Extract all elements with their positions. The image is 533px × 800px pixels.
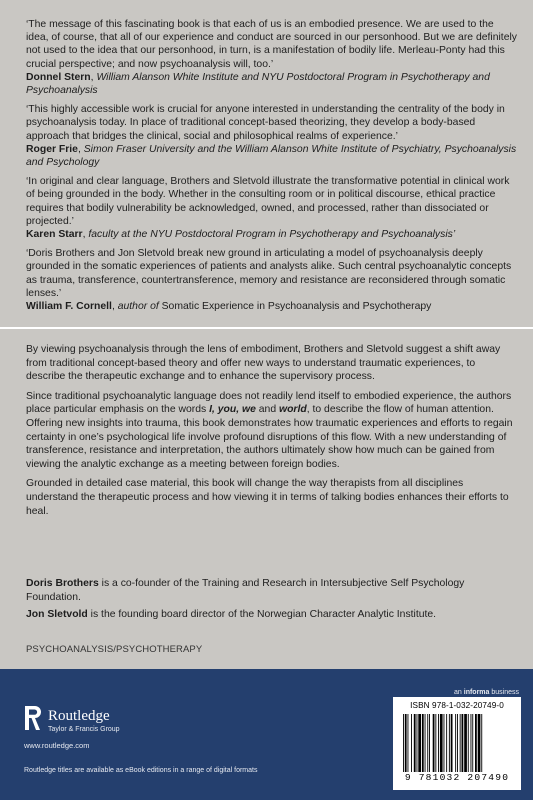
endorsement-cornell	[26, 247, 518, 313]
endorsement-quote: ‘Doris Brothers and Jon Sletvold break new ground in articulating a model of psychoanalysis deeply grounded in the somatic experiences of patients and analysts alike. Such central psychoanalytic concepts as trauma, transference, countertransference, memory and resistance are reconsidered through somatic lenses.’	[26, 248, 512, 299]
endorser-affiliation: William Alanson White Institute and NYU Postdoctoral Program in Psychotherapy and Psychoanalysis	[26, 71, 490, 97]
barcode-bar	[468, 714, 469, 772]
barcode-bar	[427, 714, 428, 772]
book-description	[26, 343, 516, 524]
emphasis-word-world: world	[279, 404, 307, 416]
endorser-name: Roger Frie	[26, 143, 78, 155]
isbn-barcode-block	[393, 697, 521, 790]
barcode-bar	[471, 714, 472, 772]
endorsement-attribution: Karen Starr, faculty at the NYU Postdoctoral Program in Psychotherapy and Psychoanalysis’	[26, 229, 456, 241]
endorsements	[26, 18, 518, 319]
publisher-subtitle: Taylor & Francis Group	[48, 726, 120, 733]
barcode-bar	[460, 714, 461, 772]
author-name: Doris Brothers	[26, 578, 99, 589]
endorser-name: Karen Starr	[26, 229, 83, 241]
author-bio	[26, 577, 516, 605]
barcode-bar	[451, 714, 453, 772]
barcode-bar	[457, 714, 458, 772]
endorsement-quote: ‘This highly accessible work is crucial for anyone interested in understanding the centrality of the body in psychoanalysis today. In place of traditional concept-based theorizing, they develop a body-based approach that bridges the clinical, social and philosophical realms of experience.’	[26, 104, 505, 142]
barcode-bar	[478, 714, 481, 772]
endorser-book-title: Somatic Experience in Psychoanalysis and Psychotherapy	[161, 301, 432, 313]
barcode-bar	[418, 714, 421, 772]
informa-brand: informa	[463, 689, 490, 696]
barcode-digits: 9 781032 207490	[404, 772, 510, 783]
barcode-bar	[481, 714, 482, 772]
endorser-affiliation: Simon Fraser University and the William Alanson White Institute of Psychiatry, Psychoanalysis and Psychology	[26, 143, 517, 169]
endorser-name: Donnel Stern	[26, 71, 91, 83]
publisher-footer	[0, 669, 533, 800]
barcode-bar	[422, 714, 424, 772]
barcode-bar	[472, 714, 473, 772]
barcode-bar	[433, 714, 435, 772]
barcode-bar	[417, 714, 418, 772]
author-bio	[26, 608, 516, 622]
publisher-website: www.routledge.com	[24, 741, 90, 750]
informa-suffix: business	[489, 689, 519, 696]
ebook-note: Routledge titles are available as eBook editions in a range of digital formats	[24, 767, 258, 774]
endorser-name: William F. Cornell	[26, 301, 112, 313]
author-name: Jon Sletvold	[26, 609, 88, 620]
barcode-bar	[408, 714, 409, 772]
barcode-bar	[462, 714, 464, 772]
description-text: and	[255, 404, 279, 416]
author-bios	[26, 577, 516, 625]
author-bio-text: is the founding board director of the Norwegian Character Analytic Institute.	[87, 609, 437, 620]
barcode-icon	[401, 714, 513, 772]
endorsement-quote: ‘The message of this fascinating book is that each of us is an embodied presence. We are used to the idea, of course, that all of our experience and conduct are sourced in our personhood. But we are definitely not used to the idea that our personhood, in turn, is a manifestation of bodily life. Merleau-Ponty had this crucial perspective; and now psychoanalysis will, too.’	[26, 19, 517, 70]
endorsement-attribution: Roger Frie, Simon Fraser University and the William Alanson White Institute of Psychiatry, Psychoanalysis and Psychology	[26, 143, 517, 169]
divider	[0, 327, 533, 329]
description-text: , to describe the flow of human attention. Offering new insights into trauma, this book demonstrates how traumatic experiences and efforts to regain certainty in one’s psychological life involve profound disruptions of this flow. With a new understanding of transference, resistance and interpretation, the authors ultimately show how much can be gained from viewing the analytic exchange as a meeting between foreign bodies.	[26, 404, 513, 470]
publisher-name: Routledge	[48, 708, 110, 724]
endorser-affiliation: faculty at the NYU Postdoctoral Program in Psychotherapy and Psychoanalysis’	[88, 229, 456, 241]
barcode-bar	[414, 714, 416, 772]
barcode-bar	[438, 714, 439, 772]
endorsement-frie	[26, 103, 518, 169]
endorsement-attribution: William F. Cornell, author of Somatic Experience in Psychoanalysis and Psychotherapy	[26, 301, 432, 313]
routledge-logo-icon	[24, 705, 42, 731]
barcode-bar	[444, 714, 445, 772]
emphasis-words: I, you, we	[209, 404, 256, 416]
barcode-bar	[435, 714, 436, 772]
description-paragraph: By viewing psychoanalysis through the lens of embodiment, Brothers and Sletvold suggest a shift away from traditional concept-based theory and offer new ways to understand traumatic experiences, to describe the therapeutic exchange and to enhance the supervisory process.	[26, 344, 501, 383]
endorsement-starr	[26, 175, 518, 241]
barcode-bar	[464, 714, 467, 772]
endorsement-quote: ‘In original and clear language, Brothers and Sletvold illustrate the transformative potential in clinical work of being grounded in the body. Whether in the consulting room or in political discourse, ethical practice requires that bodily vulnerability be acknowledged, owned, and processed, rather than dissociated or projected.’	[26, 176, 510, 227]
endorsement-stern	[26, 18, 518, 97]
barcode-bar	[449, 714, 450, 772]
description-paragraph	[26, 390, 516, 472]
isbn-text: ISBN 978-1-032-20749-0	[410, 701, 504, 710]
barcode-bar	[403, 714, 404, 772]
barcode-bar	[475, 714, 477, 772]
subject-category: PSYCHOANALYSIS/PSYCHOTHERAPY	[26, 644, 203, 655]
author-bio-text: is a co-founder of the Training and Research in Intersubjective Self Psychology Foundation.	[26, 578, 465, 603]
endorser-affiliation-prefix: author of	[117, 301, 159, 313]
barcode-bar	[440, 714, 443, 772]
barcode-bar	[429, 714, 430, 772]
barcode-bar	[405, 714, 407, 772]
barcode-bar	[411, 714, 412, 772]
barcode-bar	[446, 714, 447, 772]
informa-prefix: an	[454, 689, 462, 696]
barcode-bar	[455, 714, 456, 772]
barcode-bar	[425, 714, 426, 772]
description-paragraph: Grounded in detailed case material, this book will change the way therapists from all disciplines understand the therapeutic process and how viewing it in terms of talking bodies enhances their efforts to heal.	[26, 478, 509, 517]
informa-tagline	[454, 689, 519, 696]
endorsement-attribution: Donnel Stern, William Alanson White Institute and NYU Postdoctoral Program in Psychotherapy and Psychoanalysis	[26, 71, 490, 97]
description-text: Since traditional psychoanalytic language does not readily lend itself to embodied experience, the authors place particular emphasis on the words	[26, 390, 512, 416]
